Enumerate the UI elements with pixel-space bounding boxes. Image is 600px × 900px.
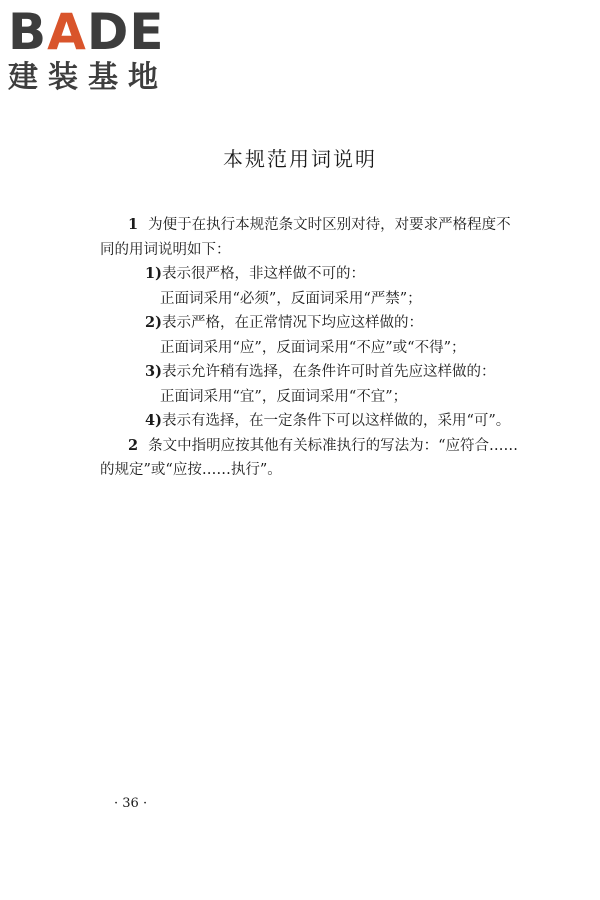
- subitem-4: 4)表示有选择，在一定条件下可以这样做的，采用“可”。: [145, 412, 511, 429]
- clause-number: 1: [128, 216, 139, 233]
- bade-logo: [8, 4, 178, 99]
- subitem-1: 1)表示很严格，非这样做不可的：: [145, 265, 365, 282]
- logo-wordmark: BADE: [8, 3, 165, 61]
- page-number: · 36 ·: [114, 796, 148, 811]
- clause-2-line-2: 的规定”或“应按……执行”。: [100, 462, 282, 478]
- document-body: [100, 213, 520, 483]
- clause-1-line-1: 1 为便于在执行本规范条文时区别对待，对要求严格程度不: [128, 216, 511, 233]
- subitem-2-detail: 正面词采用“应”，反面词采用“不应”或“不得”；: [160, 339, 466, 356]
- logo-accent-letter: A: [47, 3, 87, 61]
- subitem-3: 3)表示允许稍有选择，在条件许可时首先应这样做的：: [145, 363, 496, 380]
- clause-1-line-2: 同的用词说明如下：: [100, 241, 231, 258]
- clause-2-line-1: 2 条文中指明应按其他有关标准执行的写法为：“应符合……: [128, 436, 519, 454]
- logo-subtitle: 建装基地: [8, 60, 168, 95]
- clause-number: 2: [128, 436, 139, 454]
- subitem-2: 2)表示严格，在正常情况下均应这样做的：: [145, 314, 423, 331]
- subitem-3-detail: 正面词采用“宜”，反面词采用“不宜”；: [160, 388, 408, 405]
- page-title: 本规范用词说明: [223, 147, 377, 171]
- subitem-1-detail: 正面词采用“必须”，反面词采用“严禁”；: [160, 290, 422, 307]
